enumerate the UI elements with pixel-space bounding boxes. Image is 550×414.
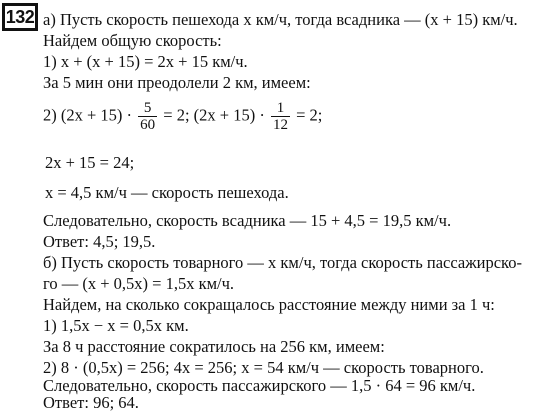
part-a-rider-speed: Следовательно, скорость всадника — 15 + 4,5 = 19,5 км/ч. — [43, 211, 452, 230]
part-a-answer: Ответ: 4,5; 19,5. — [43, 232, 156, 251]
equation-part-1: 2) (2x + 15) · — [43, 105, 133, 125]
fraction-numerator: 1 — [271, 100, 290, 117]
part-a-general-speed-heading: Найдем общую скорость: — [43, 31, 222, 50]
part-a-equation-simplified: 2x + 15 = 24; — [45, 153, 135, 172]
part-a-equation — [43, 100, 322, 133]
part-b-step1: 1) 1,5x − x = 0,5x км. — [43, 316, 189, 335]
fraction-numerator: 5 — [138, 100, 157, 117]
fraction-1-12 — [271, 100, 290, 133]
equation-part-3: = 2; — [296, 105, 323, 125]
problem-number-badge: 132 — [2, 3, 38, 31]
part-b-answer: Ответ: 96; 64. — [43, 393, 139, 412]
part-b-passenger-speed: Следовательно, скорость пассажирского — 1,5 · 64 = 96 км/ч. — [43, 376, 476, 395]
part-b-equation: 2) 8 · (0,5x) = 256; 4x = 256; x = 54 км/ч — скорость товарного. — [43, 358, 484, 377]
part-b-distance-heading: Найдем, на сколько сокращалось расстояние между ними за 1 ч: — [43, 295, 495, 314]
part-a-statement: а) Пусть скорость пешехода x км/ч, тогда всадника — (x + 15) км/ч. — [43, 10, 518, 29]
part-b-condition: За 8 ч расстояние сократилось на 256 км, имеем: — [43, 337, 385, 356]
part-b-statement-cont: го — (x + 0,5x) = 1,5x км/ч. — [43, 274, 235, 293]
equation-part-2: = 2; (2x + 15) · — [163, 105, 265, 125]
part-a-condition: За 5 мин они преодолели 2 км, имеем: — [43, 73, 311, 92]
part-b-statement: б) Пусть скорость товарного — x км/ч, тогда скорость пассажирско- — [43, 253, 522, 272]
part-a-pedestrian-speed: x = 4,5 км/ч — скорость пешехода. — [45, 183, 289, 202]
fraction-5-60 — [138, 100, 157, 133]
part-a-step1: 1) x + (x + 15) = 2x + 15 км/ч. — [43, 52, 248, 71]
fraction-denominator: 12 — [272, 117, 288, 133]
fraction-denominator: 60 — [140, 117, 156, 133]
